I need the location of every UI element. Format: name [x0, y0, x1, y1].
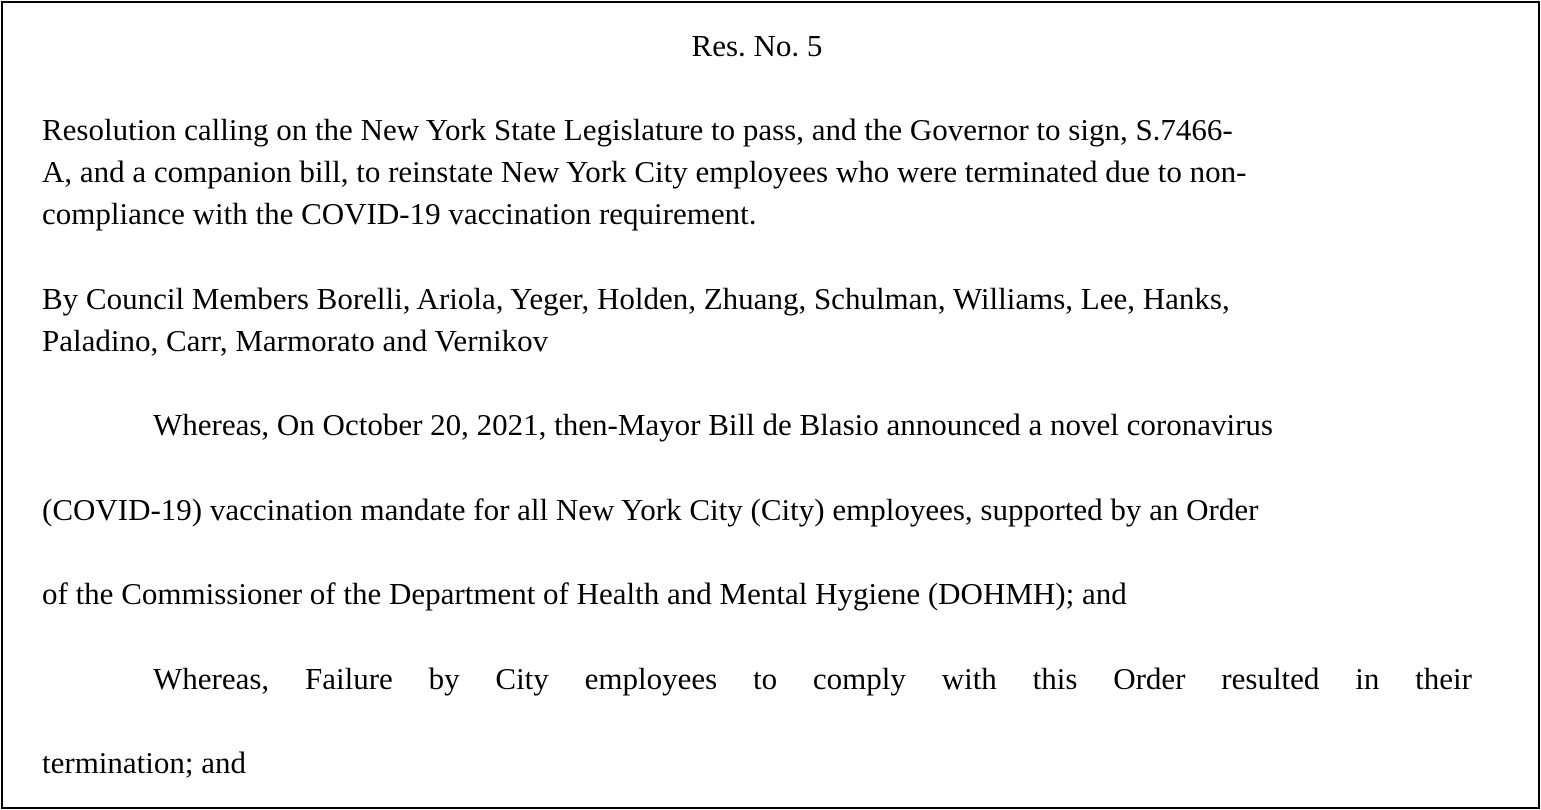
whereas-2-word: their	[1415, 661, 1472, 696]
whereas-2-line: termination; and	[42, 745, 247, 780]
whereas-2-word: resulted	[1221, 661, 1320, 696]
whereas-1-line: Whereas, On October 20, 2021, then-Mayor Bill de Blasio announced a novel coronavirus	[153, 407, 1273, 442]
whereas-2-word: in	[1355, 661, 1380, 696]
resolution-title-line: Resolution calling on the New York State Legislature to pass, and the Governor to sign, S.7466-	[42, 112, 1233, 147]
whereas-2-word: Failure	[304, 661, 393, 696]
whereas-2-word: Whereas,	[153, 661, 270, 696]
whereas-1-line: of the Commissioner of the Department of Health and Mental Hygiene (DOHMH); and	[42, 576, 1127, 611]
sponsors-line: By Council Members Borelli, Ariola, Yeger, Holden, Zhuang, Schulman, Williams, Lee, Hanks,	[42, 281, 1230, 316]
whereas-2-line	[42, 658, 1472, 700]
whereas-2-word: this	[1032, 661, 1078, 696]
whereas-2-word: City	[495, 661, 549, 696]
whereas-2-word: with	[941, 661, 997, 696]
whereas-2-word: by	[428, 661, 460, 696]
whereas-2-word: to	[752, 661, 778, 696]
whereas-2-word: employees	[584, 661, 718, 696]
whereas-1-line: (COVID-19) vaccination mandate for all New York City (City) employees, supported by an Order	[42, 492, 1259, 527]
resolution-title-line: compliance with the COVID-19 vaccination requirement.	[42, 196, 757, 231]
resolution-title-line: A, and a companion bill, to reinstate New York City employees who were terminated due to non-	[42, 154, 1247, 189]
resolution-number: Res. No. 5	[691, 28, 823, 63]
sponsors-line: Paladino, Carr, Marmorato and Vernikov	[42, 323, 549, 358]
whereas-2-word: comply	[812, 661, 906, 696]
whereas-2-word: Order	[1113, 661, 1186, 696]
